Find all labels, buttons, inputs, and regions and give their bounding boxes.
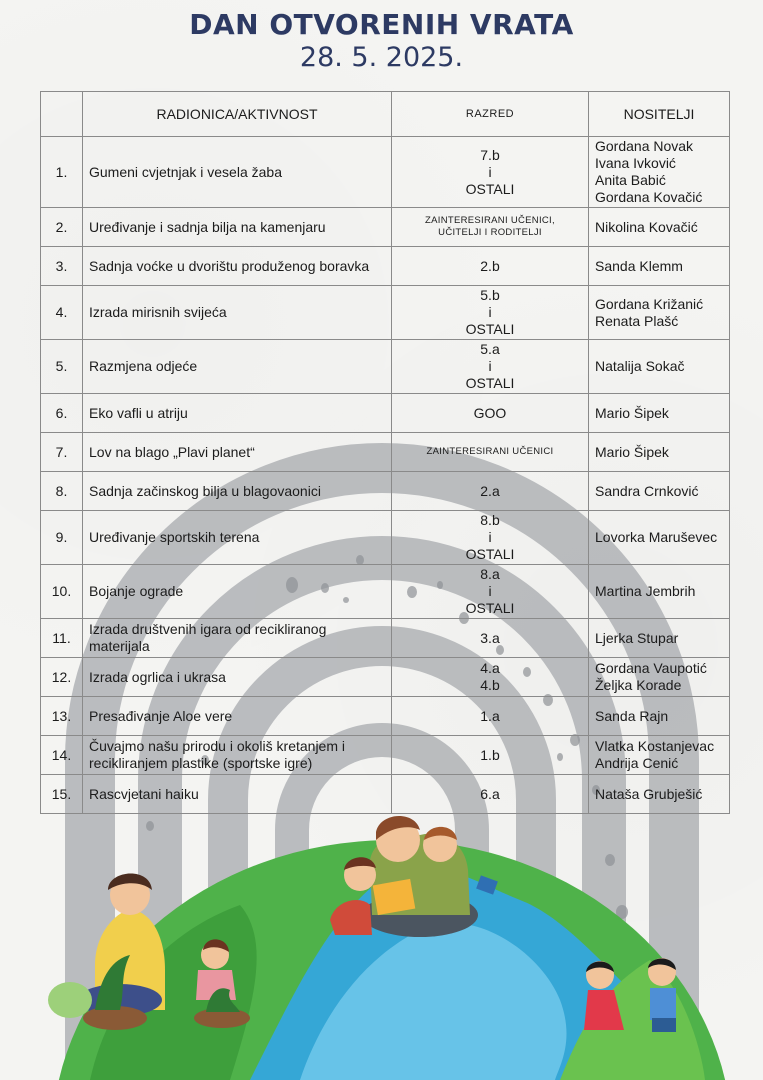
row-activity: Razmjena odjeće [83,340,392,394]
row-hosts: Sanda Klemm [589,247,730,286]
row-grade: 4.a 4.b [392,658,589,697]
row-number: 2. [41,208,83,247]
row-hosts: Vlatka Kostanjevac Andrija Cenić [589,736,730,775]
header-grade: RAZRED [392,92,589,137]
table-row [41,286,730,340]
row-number: 6. [41,394,83,433]
table-row [41,658,730,697]
row-hosts: Sanda Rajn [589,697,730,736]
row-hosts: Ljerka Stupar [589,619,730,658]
row-grade: 2.a [392,472,589,511]
header-num [41,92,83,137]
row-activity: Čuvajmo našu prirodu i okoliš kretanjem i recikliranjem plastike (sportske igre) [83,736,392,775]
table-row [41,340,730,394]
row-number: 12. [41,658,83,697]
row-number: 10. [41,565,83,619]
row-number: 15. [41,775,83,814]
table-row [41,208,730,247]
row-activity: Sadnja začinskog bilja u blagovaonici [83,472,392,511]
row-number: 13. [41,697,83,736]
row-number: 9. [41,511,83,565]
row-activity: Izrada društvenih igara od recikliranog materijala [83,619,392,658]
row-grade: 5.b i OSTALI [392,286,589,340]
row-activity: Sadnja voćke u dvorištu produženog boravka [83,247,392,286]
row-activity: Bojanje ograde [83,565,392,619]
row-grade [392,208,589,247]
row-activity: Izrada mirisnih svijeća [83,286,392,340]
page-title: DAN OTVORENIH VRATA [189,8,574,41]
schedule-table [40,91,730,814]
row-hosts: Nikolina Kovačić [589,208,730,247]
row-number: 1. [41,137,83,208]
grade-note: ZAINTERESIRANI UČENICI, UČITELJI I RODITELJI [425,215,555,238]
header-hosts: NOSITELJI [589,92,730,137]
row-number: 3. [41,247,83,286]
row-activity: Rascvjetani haiku [83,775,392,814]
table-row [41,511,730,565]
grade-note: ZAINTERESIRANI UČENICI [426,446,554,457]
row-grade: GOO [392,394,589,433]
table-row [41,394,730,433]
row-hosts: Mario Šipek [589,394,730,433]
table-row [41,433,730,472]
row-hosts: Lovorka Maruševec [589,511,730,565]
row-grade: 1.a [392,697,589,736]
event-date: 28. 5. 2025. [299,42,464,73]
row-grade: 8.b i OSTALI [392,511,589,565]
row-activity: Eko vafli u atriju [83,394,392,433]
row-hosts: Gordana Novak Ivana Ivković Anita Babić Gordana Kovačić [589,137,730,208]
table-row [41,697,730,736]
row-hosts: Nataša Grubješić [589,775,730,814]
row-activity: Gumeni cvjetnjak i vesela žaba [83,137,392,208]
row-hosts: Sandra Crnković [589,472,730,511]
row-hosts: Natalija Sokač [589,340,730,394]
row-number: 4. [41,286,83,340]
row-number: 8. [41,472,83,511]
row-grade [392,433,589,472]
header-activity: RADIONICA/AKTIVNOST [83,92,392,137]
row-number: 11. [41,619,83,658]
row-activity: Uređivanje sportskih terena [83,511,392,565]
table-row [41,736,730,775]
row-number: 7. [41,433,83,472]
row-number: 5. [41,340,83,394]
schedule-body [41,137,730,814]
table-row [41,565,730,619]
row-grade: 5.a i OSTALI [392,340,589,394]
table-row [41,137,730,208]
table-row [41,619,730,658]
row-grade: 7.b i OSTALI [392,137,589,208]
row-grade: 1.b [392,736,589,775]
row-hosts: Mario Šipek [589,433,730,472]
row-hosts: Gordana Križanić Renata Plašć [589,286,730,340]
table-header-row [41,92,730,137]
table-row [41,247,730,286]
row-grade: 3.a [392,619,589,658]
row-hosts: Martina Jembrih [589,565,730,619]
row-activity: Izrada ogrlica i ukrasa [83,658,392,697]
row-number: 14. [41,736,83,775]
table-row [41,472,730,511]
row-grade: 2.b [392,247,589,286]
row-activity: Uređivanje i sadnja bilja na kamenjaru [83,208,392,247]
row-activity: Presađivanje Aloe vere [83,697,392,736]
row-hosts: Gordana Vaupotić Željka Korade [589,658,730,697]
row-grade: 6.a [392,775,589,814]
row-grade: 8.a i OSTALI [392,565,589,619]
table-row [41,775,730,814]
row-activity: Lov na blago „Plavi planet“ [83,433,392,472]
